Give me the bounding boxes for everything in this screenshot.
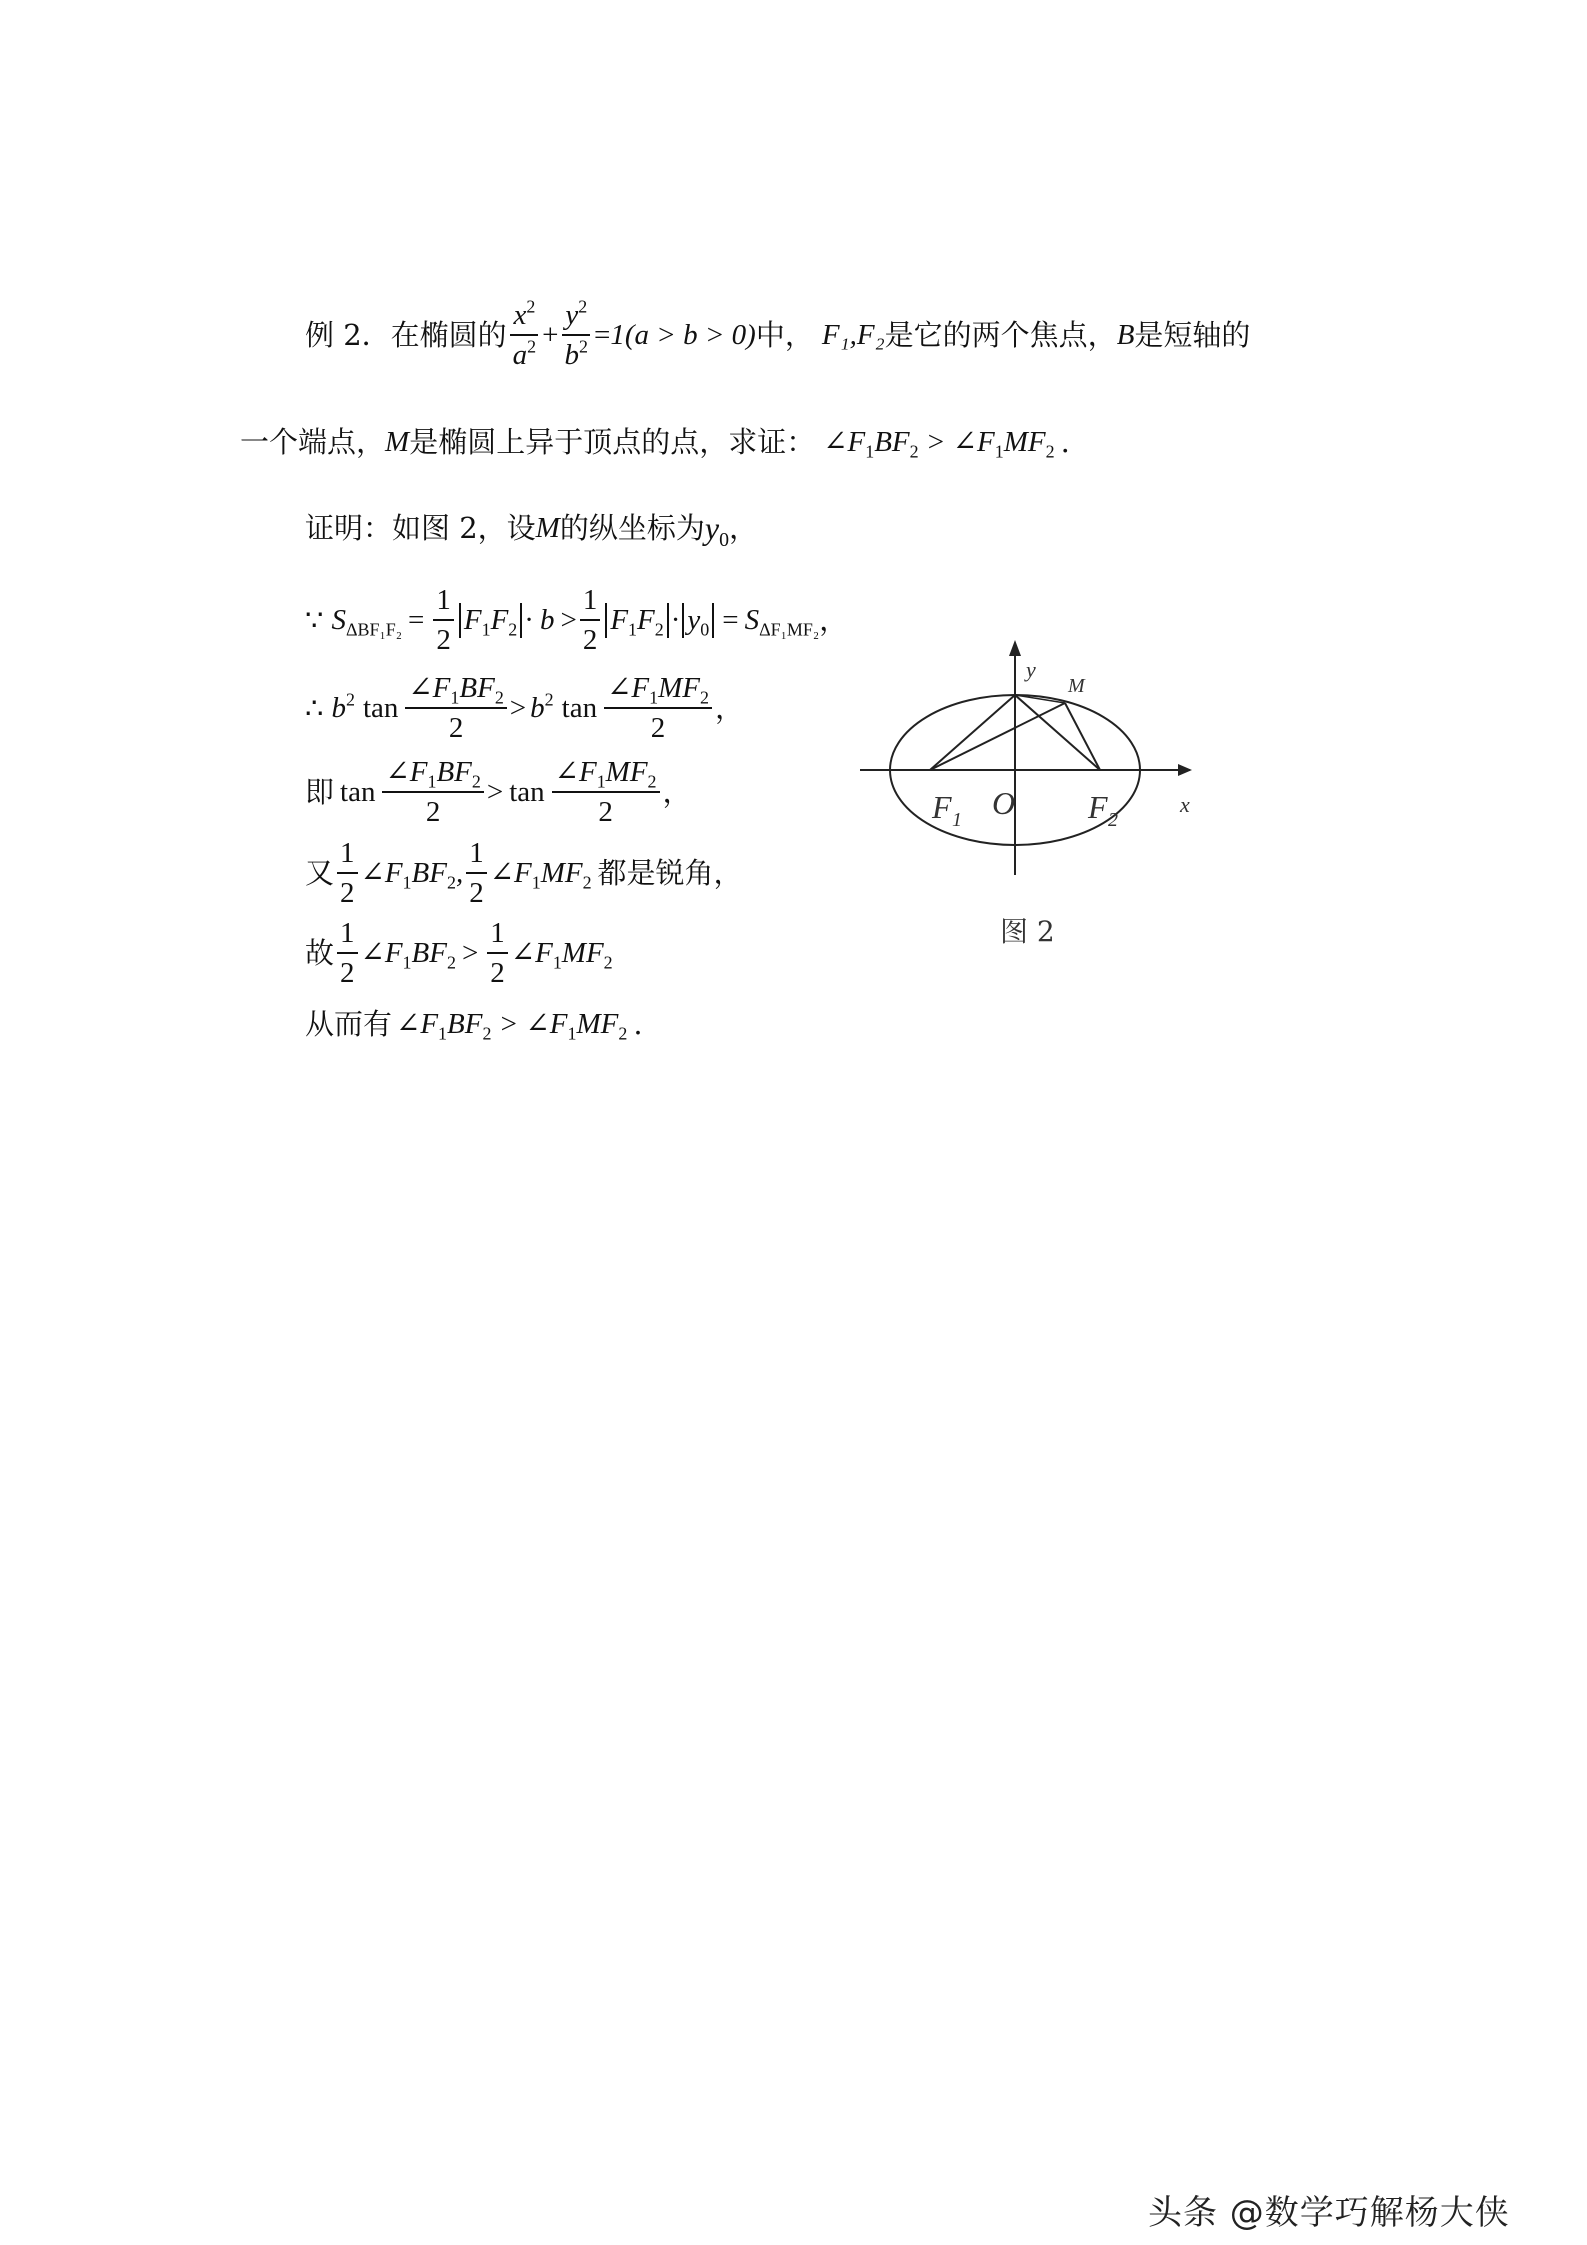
problem-line-1: 例 2．在椭圆的 $\frac{x^2}{a^2}$ + $\frac{y^2}{b^2}$ = 1(a > b > 0) 中， F₁,F₂ 是它的两个焦点， B 是短轴的 — [305, 296, 1251, 372]
because-symbol: ∵ — [305, 602, 324, 637]
label-m: M — [1068, 675, 1085, 697]
figure-caption: 图 2 — [1000, 915, 1055, 948]
segment-f1-m — [930, 703, 1065, 770]
proof-intro-mid: 的纵坐标为 — [559, 510, 705, 545]
x-axis-arrow — [1178, 764, 1192, 776]
problem-line2-mid: 是椭圆上异于顶点的点，求证： — [409, 425, 816, 459]
fraction-y2-b2: $\frac{y^2}{b^2}$ — [562, 300, 591, 371]
label-x-axis: x — [1180, 792, 1190, 817]
label-f1-sub: 1 — [952, 809, 962, 831]
therefore-symbol: ∴ — [305, 690, 324, 725]
proof-intro-end: ， — [728, 510, 758, 545]
segment-f1-b — [930, 695, 1015, 770]
point-b-label: B — [1116, 318, 1135, 351]
fraction-x2-a2: $\frac{x^2}{a^2}$ — [510, 300, 539, 371]
proof-therefore-line: ∴ $b^2$ tan $\frac{\angle F_1BF_2}{2}$ > $b^2$ tan $\frac{\angle F_1MF_2}{2}$ ， — [305, 672, 744, 745]
proof-point-m: M — [535, 511, 560, 544]
point-m-label: M — [385, 426, 410, 458]
problem-line-2 — [240, 425, 1070, 462]
problem-mid-3: 是短轴的 — [1134, 317, 1251, 352]
label-origin: O — [992, 785, 1016, 821]
label-y-axis: y — [1026, 657, 1036, 682]
label-f2: F — [1088, 789, 1108, 825]
proof-because-line: ∵ $S_{\Delta BF_1F_2}$ = $\frac{1}{2}$ $F_1F_2$ · b > $\frac{1}{2}$ $F_1F_2$ · $y_0$ = $S_{\Delta F_1MF_2}$ ， — [305, 584, 849, 657]
foci-label: F₁,F₂ — [821, 318, 885, 351]
proof-ji-line: 即 tan $\frac{\angle F_1BF_2}{2}$ > tan $\frac{\angle F_1MF_2}{2}$ ， — [305, 756, 692, 829]
proof-gu-line: 故 $\frac{1}{2}$ $\angle F_1BF_2$ > $\frac{1}{2}$ $\angle F_1MF_2$ — [305, 917, 613, 990]
label-f2-sub: 2 — [1108, 809, 1118, 831]
claim-formula: $\angle F_1BF_2$ > $\angle F_1MF_2$ — [823, 426, 1055, 462]
ellipse-diagram — [850, 630, 1210, 950]
problem-line2-start: 一个端点， — [240, 425, 386, 459]
y0-label: $y_0$ — [704, 510, 729, 551]
problem-mid-2: 是它的两个焦点， — [884, 317, 1117, 352]
claim-end: . — [1060, 425, 1070, 459]
proof-intro — [305, 510, 758, 551]
ellipse-figure — [850, 630, 1210, 950]
y-axis-arrow — [1009, 640, 1021, 656]
problem-mid-1: 中， — [755, 317, 814, 352]
proof-you-line: 又 $\frac{1}{2}$ $\angle F_1BF_2$, $\frac{1}{2}$ $\angle F_1MF_2$ 都是锐角， — [305, 837, 743, 910]
ellipse-condition: 1(a > b > 0) — [610, 318, 756, 351]
watermark-text: 头条 @数学巧解杨大侠 — [1148, 2193, 1510, 2233]
proof-intro-text: 证明：如图 2，设 — [305, 510, 536, 545]
label-f1: F — [932, 789, 952, 825]
problem-label: 例 2．在椭圆的 — [305, 317, 507, 352]
proof-conclusion-line: 从而有 $\angle F_1BF_2$ > $\angle F_1MF_2$ . — [305, 1007, 643, 1044]
